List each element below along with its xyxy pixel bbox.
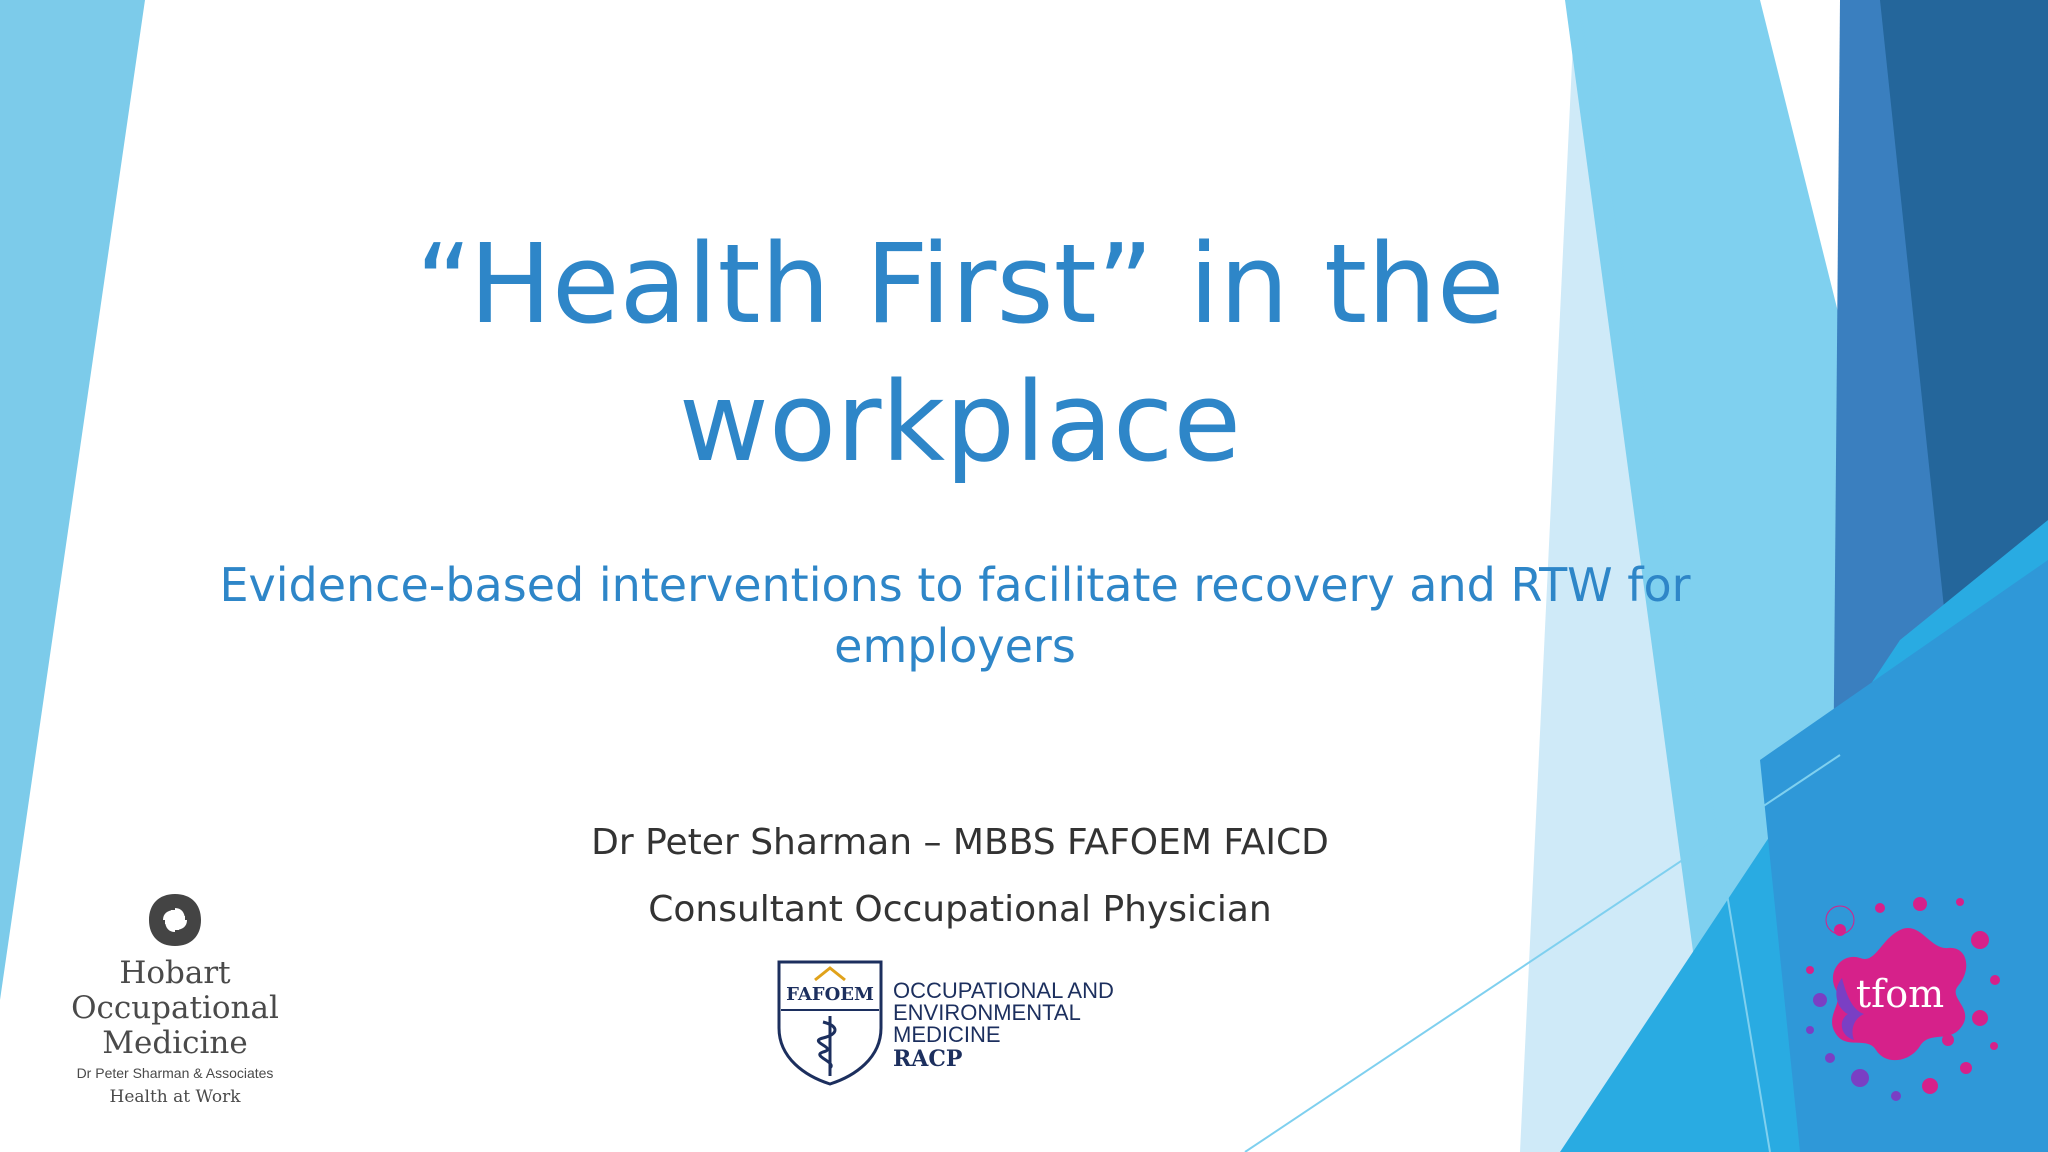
- hobart-tagline: Health at Work: [109, 1087, 241, 1107]
- fafoem-org-name: [893, 980, 1153, 1072]
- fafoem-line-1: OCCUPATIONAL AND: [893, 978, 1114, 1003]
- fafoem-line-2: ENVIRONMENTAL: [893, 1000, 1081, 1025]
- racp-label: RACP: [893, 1046, 963, 1072]
- subtitle-line-2: employers: [834, 619, 1076, 673]
- fafoem-line-3: MEDICINE: [893, 1022, 1001, 1047]
- title-line-1: “Health First” in the: [415, 220, 1505, 348]
- slide-title: [260, 215, 1660, 491]
- title-line-2: workplace: [678, 358, 1242, 486]
- author-role: Consultant Occupational Physician: [648, 889, 1272, 930]
- tfom-logo: [1780, 890, 2010, 1120]
- medical-cross-icon: [145, 890, 205, 950]
- author-credentials: Dr Peter Sharman – MBBS FAFOEM FAICD: [591, 822, 1329, 863]
- hobart-word-1: Hobart: [119, 955, 231, 991]
- slide-subtitle: [200, 555, 1710, 677]
- subtitle-line-1: Evidence-based interventions to facilitate recovery and RTW for: [219, 558, 1691, 612]
- shield-icon: [775, 958, 885, 1088]
- hobart-word-2: Occupational: [71, 990, 279, 1026]
- hobart-logo: [55, 890, 295, 1107]
- fafoem-shield-text: FAFOEM: [786, 984, 874, 1005]
- left-decor-triangle: [0, 0, 145, 1000]
- hobart-word-3: Medicine: [102, 1025, 248, 1061]
- hobart-associates: Dr Peter Sharman & Associates: [76, 1065, 274, 1081]
- tfom-word: tfom: [1855, 972, 1945, 1016]
